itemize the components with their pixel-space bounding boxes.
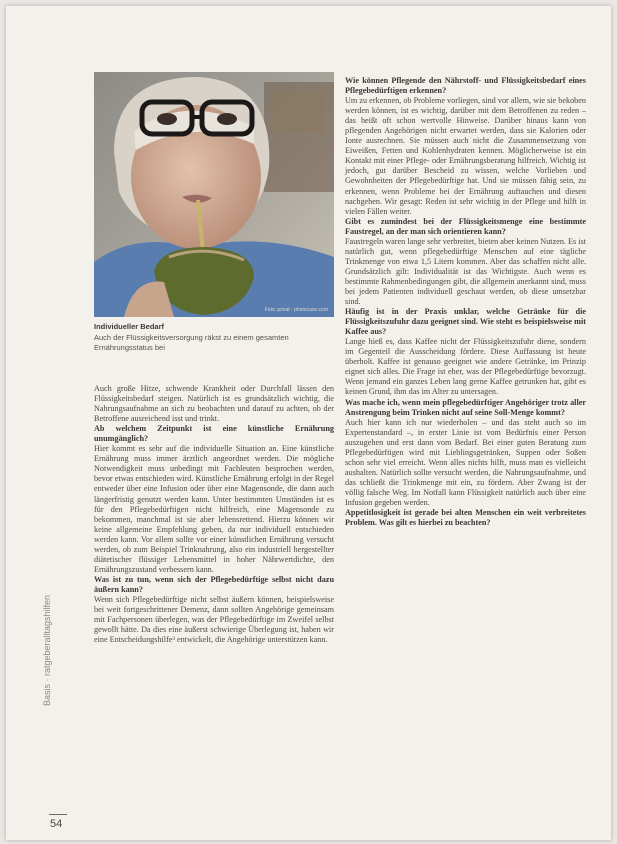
question-heading: Gibt es zumindest bei der Flüssigkeitsmenge eine bestimmte Faustregel, an der man sich orientieren kann? <box>345 216 586 236</box>
question-heading: Häufig ist in der Praxis unklar, welche Getränke für die Flüssigkeitszufuhr dazu geeignet sind. Wie steht es beispielsweise mit Kaffee aus? <box>345 307 586 337</box>
question-heading: Appetitlosigkeit ist gerade bei alten Menschen ein weit verbreitetes Problem. Was gilt es hierbei zu beachten? <box>345 508 586 528</box>
paragraph: Hier kommt es sehr auf die individuelle Situation an. Eine künstliche Ernährung muss immer ärztlich angeordnet werden. Die mögliche Notwendigkeit muss unbedingt mit Fachleuten besprochen werden, bevor etwas entschieden wird. Künstliche Ernährung erfolgt in der Regel entweder über eine Infusion oder über eine Magensonde, die dann auch längerfristig genutzt werden kann. Unter bestimmten Umständen ist es für den Pflegebedürftigen nicht hilfreich, eine Magensonde zu bekommen, manchmal ist sie aber lebensrettend. Hierzu können wir keine allgemeine Empfehlung geben, da nur individuell entschieden werden kann. Vor allem sollte vor einer künstlichen Ernährung versucht werden, ob zum Beispiel Trinknahrung, also ein industriell hergestellter diätetischer flüssiger Lebensmittel in hoher Nährwertdichte, den Ernährungszustand verbessern kann. <box>94 444 334 574</box>
paragraph: Faustregeln waren lange sehr verbreitet, bieten aber keinen Nutzen. Es ist natürlich gut, wenn pflegebedürftige Menschen auf eine tägliche Trinkmenge von etwa 1,5 Litern kommen. Aber das schaffen nicht alle. Grundsätzlich gilt: Individualität ist das Wichtigste. Auch wenn es bestimmte Rahmenbedingungen gibt, die allgemein anerkannt sind, muss bei jedem Patienten individuell geschaut werden, ob diese umsetzbar sind. <box>345 236 586 307</box>
caption-text: Auch der Flüssigkeitsversorgung räkst zu einem gesamten Ernährungsstatus bei <box>94 333 289 352</box>
right-column <box>345 76 586 528</box>
spine-text: Basis · ratgeberalltagshilfen <box>42 594 52 706</box>
paragraph: Lange hieß es, dass Kaffee nicht der Flüssigkeitszufuhr diene, sondern im Gegenteil die Ausscheidung fördere. Diese Auffassung ist heute überholt. Kaffee ist genauso geeignet wie andere Getränke, im Prinzip eignet sich alles. Die Frage ist eher, was der Pflegebedürftige bevorzugt. Wenn jemand ein ganzes Leben lang gerne Kaffee getrunken hat, gibt es keinen Grund, ihm das im Alter zu untersagen. <box>345 337 586 397</box>
paragraph: Um zu erkennen, ob Probleme vorliegen, sind vor allem, wie sie bekoben werden können, ist es wichtig, darüber mit dem Betroffenen zu reden – das heißt oft schon wertvolle Hinweise. Darüber hinaus kann von pflegenden Angehörigen nicht erwartet werden, dass sie Kalorien oder Ionte ausrechnen. Sie müssen auch nicht die Zusammensetzung von Eiweißen, Fetten und Kohlenhydraten kennen. Möglicherweise ist ein Kontakt mit einer Pflege- oder Ernährungsberatung hilfreich. Wichtig ist jedoch, gut darüber Bescheid zu wissen, welche Vorlieben und Gewohnheiten der Pflegebedürftige hat. Und sie müssen fähig sein, zu erkennen, wenn Probleme bei der Ernährung auftauchen und diesen nachgehen. Wir gesagt: Reden ist sehr wichtig in der Pflege und hilft in vielen Fällen weiter. <box>345 96 586 216</box>
page-number-rule <box>49 814 67 815</box>
caption-heading: Individueller Bedarf <box>94 322 165 331</box>
elderly-woman-photo <box>94 72 334 317</box>
paragraph: Wenn sich Pflegebedürftige nicht selbst äußern können, beispielsweise bei weit fortgeschrittener Demenz, dann sollten Angehörige gemeinsam mit Fachpersonen überlegen, was der Pflegebedürftige im Zweifel selbst gewollt hätte. Da dies eine äußerst schwierige Überlegung ist, haben wir eine Entscheidungshilfe³ entwickelt, die Angehörige unterstützen kann. <box>94 594 334 645</box>
photo-credit: Foto: privat · photocase.com <box>264 307 328 313</box>
question-heading: Wie können Pflegende den Nährstoff- und Flüssigkeitsbedarf eines Pflegebedürftigen erkennen? <box>345 76 586 96</box>
question-heading: Was ist zu tun, wenn sich der Pflegebedürftige selbst nicht dazu äußern kann? <box>94 574 334 594</box>
page-number: 54 <box>50 818 63 830</box>
paragraph: Auch hier kann ich nur wiederholen – und das steht auch so im Expertenstandard –, in erster Linie ist vom Bedürfnis einer Person auszugehen und erst dann vom Bedarf. Bei einer guten Beratung zum Pflegebedürftigen wird mit Lieblingsgetränken, Suppen oder Soßen schon sehr viel erreicht. Wenn alles nichts hilft, muss man es vielleicht aushalten. Natürlich sollte versucht werden, die Nahrungsaufnahme, und das schließt die Trinkmenge mit ein, zu fördern. Aber Zwang ist der völlig falsche Weg. Im Notfall kann Flüssigkeit natürlich auch über eine Infusion gegeben werden. <box>345 417 586 507</box>
paragraph: Auch große Hitze, schwende Krankheit oder Durchfall lässen den Flüssigkeitsbedarf steigen. Natürlich ist es grundsätzlich wichtig, die Nahrungsaufnahme an sich zu beobachten und darauf zu achten, ob der Betroffene ausreichend isst und trinkt. <box>94 384 334 424</box>
question-heading: Was mache ich, wenn mein pflegebedürftiger Angehöriger trotz aller Anstrengung beim Trinken nicht auf seine Soll-Menge kommt? <box>345 397 586 417</box>
photo-illustration <box>94 72 334 317</box>
question-heading: Ab welchem Zeitpunkt ist eine künstliche Ernährung unumgänglich? <box>94 424 334 444</box>
left-column <box>94 384 334 645</box>
magazine-page <box>6 6 611 840</box>
